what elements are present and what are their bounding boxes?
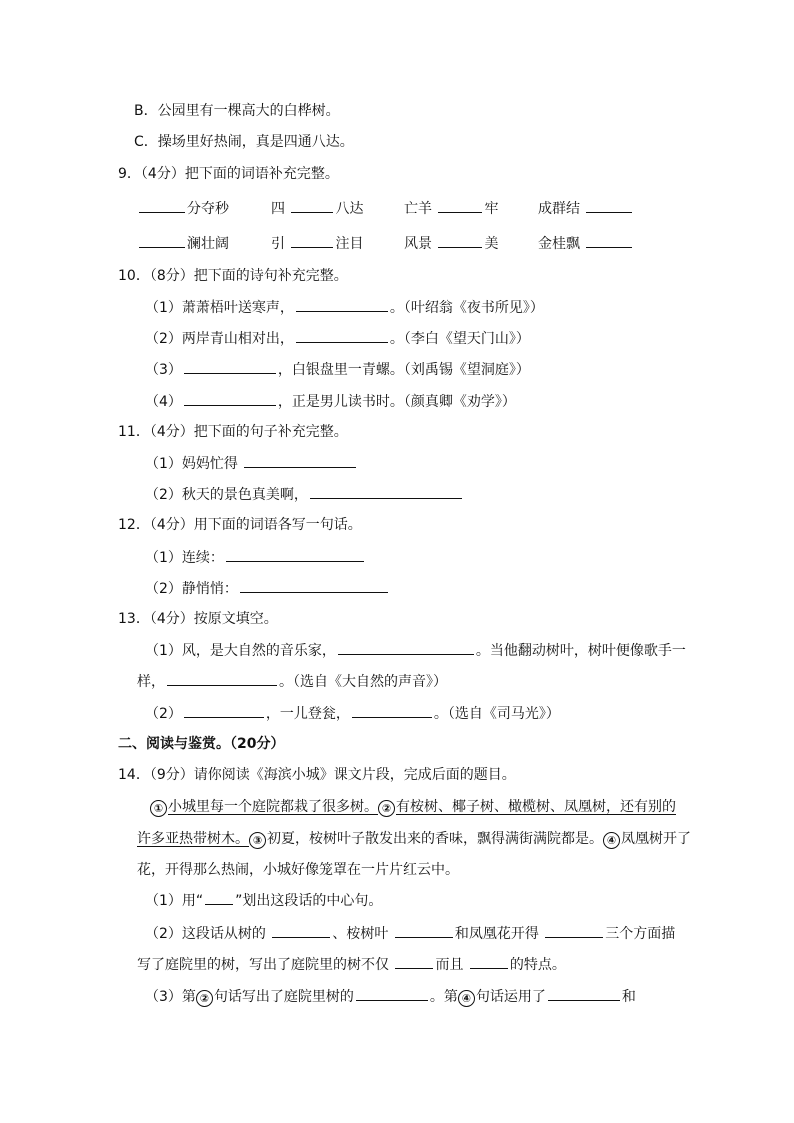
word-part: 八达 [335,201,364,217]
q10-line-2: （2）两岸青山相对出， 。（李白《望天门山》） [145,328,530,348]
blank[interactable] [586,233,632,248]
blank[interactable] [244,453,356,468]
q8-option-b: B．公园里有一棵高大的白桦树。 [134,103,340,119]
q8-option-c: C．操场里好热闹，真是四通八达。 [134,134,354,150]
q10-stem: 10．（8分）把下面的诗句补充完整。 [118,268,348,284]
q13-stem: 13．（4分）按原文填空。 [118,611,278,627]
blank[interactable] [184,703,264,718]
blank[interactable] [545,923,603,938]
q14-passage-line-3: 花，开得那么热闹，小城好像笼罩在一片片红云中。 [137,862,459,878]
blank[interactable] [352,703,432,718]
q12-line-1: （1）连续： [145,547,366,567]
q13-line-2: （2） ，一儿登瓮， 。（选自《司马光》） [145,703,560,723]
q9-stem: 9．（4分）把下面的词语补充完整。 [118,166,339,182]
q10-line-4: （4） ，正是男儿读书时。（颜真卿《劝学》） [145,391,516,411]
sentence-number: ② [378,800,395,817]
blank[interactable] [395,954,433,969]
word-part: 引 [271,236,285,252]
word-part: 亡羊 [404,201,432,217]
blank[interactable] [296,328,388,343]
section-heading: 二、阅读与鉴赏。（20分） [118,736,285,752]
blank[interactable] [226,547,364,562]
word-part: 分夺秒 [187,201,229,217]
blank[interactable] [291,233,333,248]
sentence-number: ② [196,990,213,1007]
word-part: 风景 [404,236,432,252]
q14-passage-line-2: 许多亚热带树木。 ③ 初夏，桉树叶子散发出来的香味，飘得满街满院都是。 ④ 凤凰树开了 [137,831,691,847]
word-part: 澜壮阔 [187,236,229,252]
blank[interactable] [356,986,428,1001]
q10-line-3: （3） ，白银盘里一青螺。（刘禹锡《望洞庭》） [145,359,530,379]
sentence-number: ① [150,800,167,817]
blank[interactable] [548,986,620,1001]
blank[interactable] [470,954,508,969]
q11-line-1: （1）妈妈忙得 [145,453,358,473]
blank[interactable] [291,198,333,213]
blank[interactable] [184,359,276,374]
word-part: 金桂飘 [538,236,580,252]
q12-stem: 12．（4分）用下面的词语各写一句话。 [118,517,362,533]
q14-sub-1: （1）用“ ”划出这段话的中心句。 [145,893,383,909]
blank[interactable] [240,578,388,593]
q13-line-1: （1）风，是大自然的音乐家， 。当他翻动树叶，树叶便像歌手一 [145,640,686,660]
blank[interactable] [338,640,474,655]
underline-sample [205,892,233,905]
q13-line-1-cont: 样， 。（选自《大自然的声音》） [137,671,447,691]
q14-sub-2-cont: 写了庭院里的树，写出了庭院里的树不仅 而且 的特点。 [137,954,566,974]
blank[interactable] [586,198,632,213]
q14-sub-3: （3）第 ② 句话写出了庭院里树的 。第 ④ 句话运用了 和 [145,986,636,1006]
blank[interactable] [395,923,453,938]
blank[interactable] [296,297,388,312]
blank[interactable] [139,198,185,213]
q14-passage-line-1: ① 小城里每一个庭院都栽了很多树。 ② 有桉树、椰子树、橄榄树、凤凰树，还有别的 [150,797,676,817]
word-part: 成群结 [538,201,580,217]
blank[interactable] [184,391,276,406]
word-part: 美 [484,236,499,252]
blank[interactable] [310,484,462,499]
blank[interactable] [139,233,185,248]
q11-line-2: （2）秋天的景色真美啊， [145,484,464,504]
word-part: 注目 [335,236,364,252]
q14-stem: 14．（9分）请你阅读《海滨小城》课文片段，完成后面的题目。 [118,767,516,783]
blank[interactable] [438,233,482,248]
word-part: 四 [271,201,285,217]
q11-stem: 11．（4分）把下面的句子补充完整。 [118,424,348,440]
word-part: 牢 [484,201,499,217]
blank[interactable] [167,671,277,686]
sentence-number: ③ [249,832,266,849]
q14-sub-2: （2）这段话从树的 、桉树叶 和凤凰花开得 三个方面描 [145,923,675,943]
q10-line-1: （1）萧萧梧叶送寒声， 。（叶绍翁《夜书所见》） [145,297,544,317]
blank[interactable] [272,923,330,938]
q12-line-2: （2）静悄悄： [145,578,390,598]
sentence-number: ④ [458,990,475,1007]
blank[interactable] [438,198,482,213]
sentence-number: ④ [603,832,620,849]
